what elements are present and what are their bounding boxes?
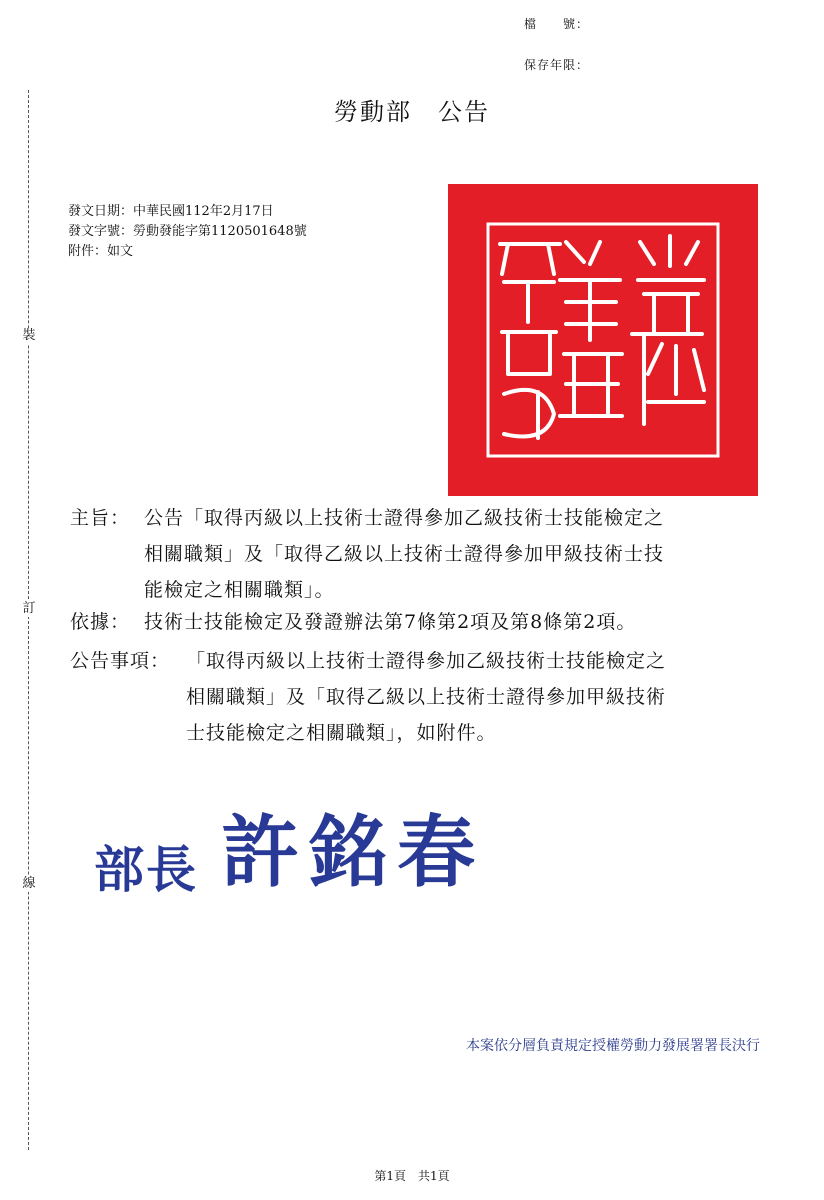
signature-name: 許銘春 [221,807,486,898]
attachment-note: 附件：如文 [68,244,134,259]
signature-title: 部長 [94,840,198,899]
issue-date: 發文日期：中華民國112年2月17日 [68,204,274,219]
delegation-stamp: 本案依分層負責規定授權勞動力發展署署長決行 [466,1038,760,1054]
document-title: 勞動部 公告 [334,98,490,126]
issue-info [68,202,307,262]
issue-doc-number: 發文字號：勞動發能字第1120501648號 [68,224,307,239]
binding-mark-top: 裝 [22,328,36,343]
subject-line-2: 相關職類」及「取得乙級以上技術士證得參加甲級技術士技 [144,543,665,565]
page-footer: 第1頁 共1頁 [374,1169,450,1183]
announcement-line-3: 士技能檢定之相關職類」，如附件。 [186,722,497,744]
subject-label: 主旨： [70,507,131,529]
binding-mark-bottom: 線 [22,876,36,891]
file-number-label: 檔 號： [524,17,590,31]
binding-mark-middle: 訂 [22,601,36,616]
basis-text: 技術士技能檢定及發證辦法第7條第2項及第8條第2項。 [144,611,637,633]
official-seal [448,184,758,496]
binding-line [28,90,29,1150]
announcement-line-1: 「取得丙級以上技術士證得參加乙級技術士技能檢定之 [186,650,667,672]
announcement-line-2: 相關職類」及「取得乙級以上技術士證得參加甲級技術 [186,686,667,708]
announcement-label: 公告事項： [70,650,171,672]
minister-signature [94,790,485,902]
subject-line-3: 能檢定之相關職類」。 [144,579,335,601]
subject-line-1: 公告「取得丙級以上技術士證得參加乙級技術士技能檢定之 [144,507,665,529]
basis-label: 依據： [70,611,131,633]
retention-period-label: 保存年限： [524,58,590,72]
